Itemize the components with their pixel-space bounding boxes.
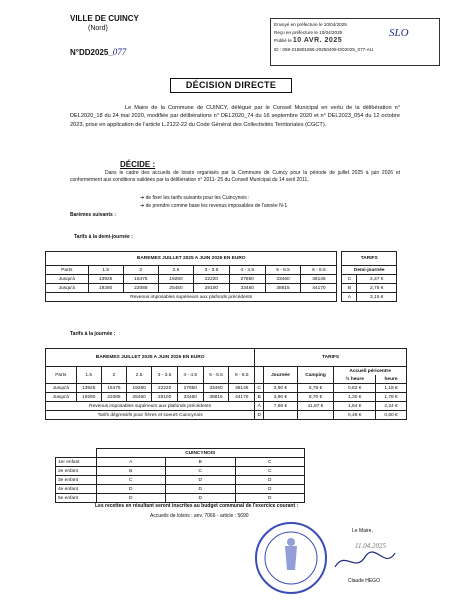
region-name: (Nord): [88, 25, 108, 32]
price-cell: 0,48 €: [334, 411, 376, 420]
table-cell: 33460: [265, 275, 301, 284]
table-cell: A: [96, 458, 166, 467]
price-cell: 3,15 €: [357, 293, 397, 302]
table-cell: 36145: [301, 275, 337, 284]
above-ceiling-label: Revenus imposables supérieurs aux plafonds précédents: [46, 293, 337, 302]
table-cell: 22220: [194, 275, 230, 284]
degressive-label: Tarifs dégressifs pour frères et soeurs Cuincynois: [46, 411, 255, 420]
mayor-signature: [330, 545, 400, 575]
price-cell: 3,90 €: [264, 393, 298, 402]
table-cell: 19280: [88, 284, 123, 293]
table-cell: Jusqu'à: [46, 284, 89, 293]
decide-bullet-2: ➔ de prendre comme base les revenus imposables de l'année N-1: [140, 203, 288, 209]
sibling-rank: 4e enfant: [56, 485, 97, 494]
parts-cell: Parts: [46, 367, 77, 384]
stamp-date: 10 AVR. 2025: [292, 37, 343, 45]
parts-cell: 3 - 3.5: [152, 367, 178, 384]
table-cell: 44170: [229, 393, 255, 402]
col-half-hour: ½ heure: [334, 375, 376, 384]
code-cell: B: [255, 393, 264, 402]
price-cell: 0,60 €: [376, 411, 407, 420]
stamp-line-published: Publié le 10 AVR. 2025: [274, 37, 343, 45]
table-cell: D: [96, 494, 166, 503]
table-cell: 25450: [127, 393, 152, 402]
stamp-line-sent: Envoyé en préfecture le 10/04/2025: [274, 22, 347, 27]
parts-cell: 1.5: [76, 367, 101, 384]
city-name: VILLE DE CUINCY: [70, 14, 139, 23]
code-cell: A: [342, 293, 357, 302]
signatory-name: Claude HEGO: [348, 578, 380, 584]
parts-cell: Parts: [46, 266, 89, 275]
table-cell: Jusqu'à: [46, 275, 89, 284]
table-cell: B: [96, 467, 166, 476]
table-cell: 19280: [76, 393, 101, 402]
table-cell: 33460: [203, 384, 229, 393]
reference-number: 077: [112, 47, 127, 57]
col-hour: heure: [376, 375, 407, 384]
stamp-id: ID : 059-215901655-20250408-DD2025_077-AU: [274, 46, 374, 52]
day-tarifs-heading: TARIFS: [255, 349, 407, 367]
decide-heading: DÉCIDE :: [120, 160, 156, 169]
price-cell: 7,88 €: [264, 402, 298, 411]
table-cell: D: [96, 485, 166, 494]
price-cell: 5,78 €: [297, 384, 334, 393]
half-day-subheading: Demi-journée: [342, 266, 397, 275]
sibling-rank: 5e enfant: [56, 494, 97, 503]
siblings-title: CUINCYNOIS: [96, 449, 305, 458]
reference-prefix: N°DD2025_: [70, 48, 113, 57]
price-cell: 2,75 €: [357, 284, 397, 293]
commune-seal: [255, 522, 327, 594]
budget-accounts: Accueils de loisirs : anv. 7066 - article : 5690: [150, 513, 249, 519]
price-cell: 1,64 €: [334, 402, 376, 411]
decide-bullet-1: ➔ de fixer les tarifs suivants pour les Cuincynois :: [140, 195, 250, 201]
code-cell: D: [255, 411, 264, 420]
parts-cell: 3 - 3.5: [194, 266, 230, 275]
table-cell: 28100: [194, 284, 230, 293]
table-cell: 27850: [177, 384, 203, 393]
price-cell: [297, 411, 334, 420]
parts-cell: 2: [123, 266, 158, 275]
sibling-rank: 3e enfant: [56, 476, 97, 485]
code-cell: A: [255, 402, 264, 411]
half-day-tariff-table: [45, 251, 397, 302]
col-camping: Camping: [297, 367, 334, 384]
table-cell: D: [235, 494, 305, 503]
table-cell: 27850: [229, 275, 265, 284]
parts-cell: 2: [101, 367, 126, 384]
table-cell: C: [235, 467, 305, 476]
col-journee: Journée: [264, 367, 298, 384]
parts-cell: 2.5: [158, 266, 193, 275]
table-cell: 22085: [123, 284, 158, 293]
parts-cell: 2.5: [127, 367, 152, 384]
prefecture-stamp: [270, 18, 440, 66]
code-cell: B: [342, 284, 357, 293]
price-cell: 8,70 €: [297, 393, 334, 402]
price-cell: 3,90 €: [264, 384, 298, 393]
table-cell: 19280: [158, 275, 193, 284]
parts-cell: 1.5: [88, 266, 123, 275]
decide-paragraph: Dans le cadre des accueils de loisirs organisés par la Commune de Cuincy pour la période de juillet 2025 à juin 2026 et conformément aux conditions validées par la délibération n° 2011- 25 du Conseil Municipal du 14 avril 2011,: [70, 170, 400, 183]
budget-sentence: Les recettes en résultant seront inscrites au budget communal de l'exercice courant :: [95, 503, 299, 509]
table-cell: D: [166, 494, 236, 503]
price-cell: 2,37 €: [357, 275, 397, 284]
half-day-tarifs-heading: TARIFS: [342, 252, 397, 266]
price-cell: [264, 411, 298, 420]
table-cell: 16475: [123, 275, 158, 284]
table-cell: C: [166, 467, 236, 476]
baremes-label: Barèmes suivants :: [70, 212, 116, 218]
price-cell: 11,87 €: [297, 402, 334, 411]
table-cell: C: [96, 476, 166, 485]
parts-cell: 5 - 5.5: [203, 367, 229, 384]
table-cell: Jusqu'à: [46, 393, 77, 402]
table-cell: 44170: [301, 284, 337, 293]
sibling-rank: 2e enfant: [56, 467, 97, 476]
siblings-table: [55, 448, 305, 503]
document-title: DÉCISION DIRECTE: [170, 78, 292, 93]
parts-cell: 4 - 4.5: [229, 266, 265, 275]
above-ceiling-label: Revenus imposables supérieurs aux plafonds précédents: [46, 402, 255, 411]
parts-cell: 6 - 6.5: [229, 367, 255, 384]
table-cell: 33460: [177, 393, 203, 402]
mayor-label: Le Maire,: [352, 528, 373, 534]
half-day-label: Tarifs à la demi-journée :: [74, 234, 133, 240]
sibling-rank: 1er enfant: [56, 458, 97, 467]
parts-cell: 6 - 6.5: [301, 266, 337, 275]
price-cell: 0,82 €: [334, 384, 376, 393]
table-cell: 33460: [229, 284, 265, 293]
table-cell: D: [166, 485, 236, 494]
code-cell: C: [255, 384, 264, 393]
parts-cell: 5 - 5.5: [265, 266, 301, 275]
table-cell: 22085: [101, 393, 126, 402]
decision-reference: [70, 47, 126, 57]
price-cell: 1,78 €: [376, 393, 407, 402]
table-cell: B: [166, 458, 236, 467]
table-cell: C: [235, 458, 305, 467]
table-cell: 16475: [101, 384, 126, 393]
price-cell: 1,18 €: [376, 384, 407, 393]
parts-cell: 4 - 4.5: [177, 367, 203, 384]
signature-date: 11.04.2025: [355, 542, 386, 550]
table-cell: 25450: [158, 284, 193, 293]
half-day-table-title: BAREMES JUILLET 2025 A JUIN 2026 EN EURO: [46, 252, 337, 266]
code-cell: C: [342, 275, 357, 284]
price-cell: 1,30 €: [334, 393, 376, 402]
table-cell: 13925: [88, 275, 123, 284]
table-cell: 28100: [152, 393, 178, 402]
table-cell: 13925: [76, 384, 101, 393]
table-cell: D: [235, 476, 305, 485]
table-cell: 38815: [265, 284, 301, 293]
table-cell: 36145: [229, 384, 255, 393]
table-cell: 22220: [152, 384, 178, 393]
col-accueil: Accueil péricentre: [334, 367, 407, 376]
day-table-title: BAREMES JUILLET 2025 A JUIN 2026 EN EURO: [46, 349, 255, 367]
table-cell: Jusqu'à: [46, 384, 77, 393]
table-cell: D: [166, 476, 236, 485]
day-label: Tarifs à la journée :: [70, 331, 116, 337]
table-cell: 19280: [127, 384, 152, 393]
table-cell: 38815: [203, 393, 229, 402]
stamp-initials: SLO: [389, 27, 409, 39]
table-cell: D: [235, 485, 305, 494]
stamp-line-received: Reçu en préfecture le 10/04/2025: [274, 30, 343, 36]
day-tariff-table: [45, 348, 407, 420]
intro-paragraph: Le Maire de la Commune de CUINCY, délégué par le Conseil Municipal en vertu de la délibération n° DEL2020_18 du 24 mai 2020, modifiée par délibérations n° DEL2020_74 du 16 septembre 2020 et n° DEL2023_054 du 12 octobre 2023, prise en application de l'article L.2122-22 du Code Général des Collectivités Territoriales (CGCT).: [70, 105, 400, 128]
price-cell: 2,24 €: [376, 402, 407, 411]
seal-emblem-icon: [257, 524, 325, 592]
